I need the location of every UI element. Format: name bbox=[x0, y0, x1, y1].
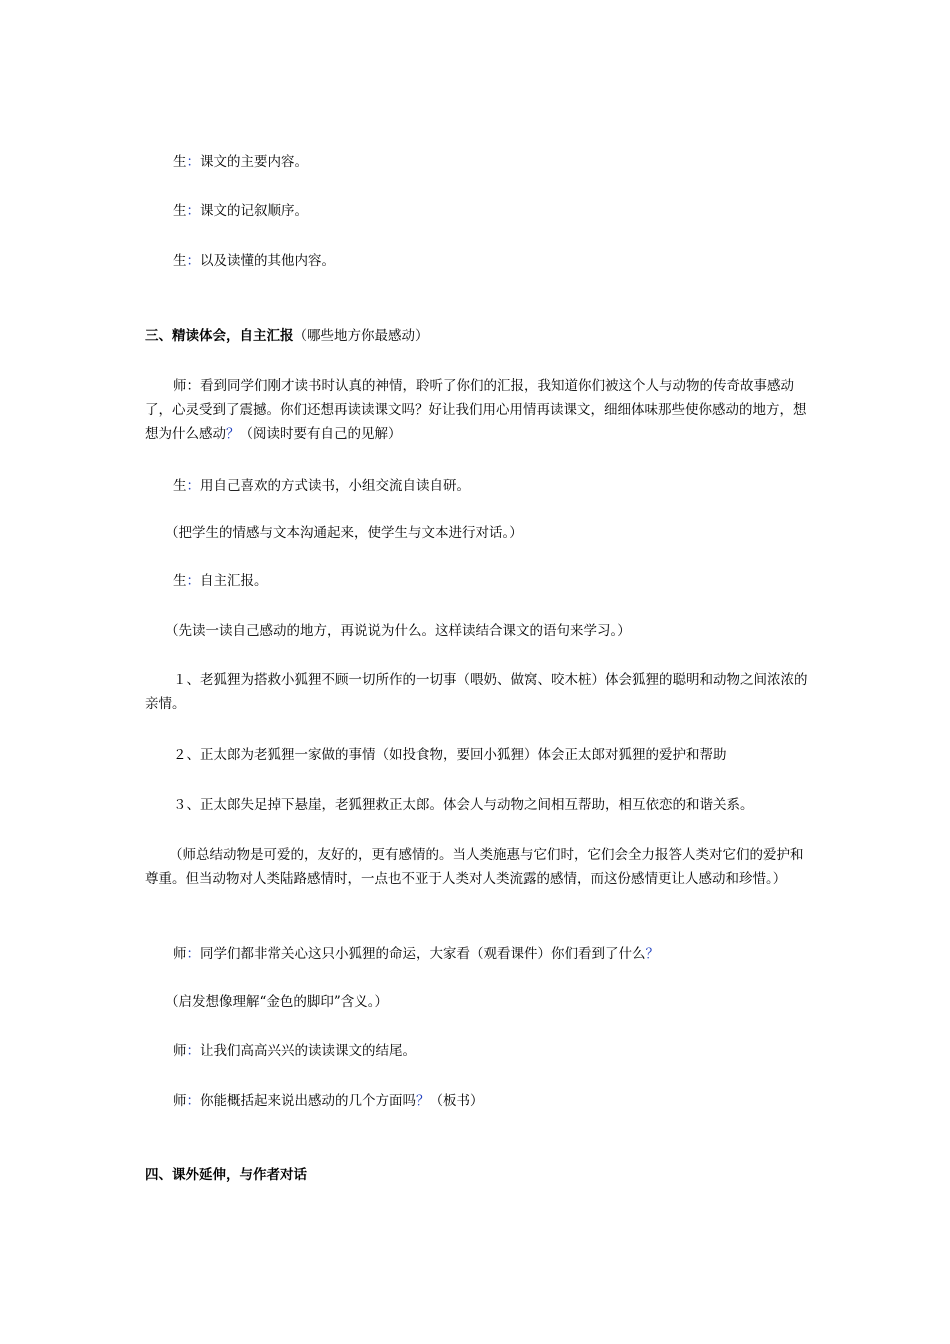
teacher-summary bbox=[145, 843, 810, 891]
heading-title: 四、课外延伸，与作者对话 bbox=[145, 1167, 307, 1183]
point-text: １、老狐狸为搭救小狐狸不顾一切所作的一切事（喂奶、做窝、咬木桩）体会狐狸的聪明和动物之间浓浓的亲情。 bbox=[145, 672, 808, 712]
line-note: （板书） bbox=[429, 1093, 484, 1109]
heading-title: 三、精读体会，自主汇报 bbox=[145, 328, 294, 344]
section-heading-3 bbox=[145, 324, 810, 348]
line-text: 用自己喜欢的方式读书，小组交流自读自研。 bbox=[200, 478, 470, 494]
colon: ： bbox=[186, 1043, 200, 1059]
point-3 bbox=[145, 793, 838, 817]
colon: ： bbox=[186, 1093, 200, 1109]
note-golden-footprints bbox=[145, 990, 830, 1014]
student-line-main-content bbox=[145, 150, 838, 174]
question-mark: ？ bbox=[226, 426, 240, 442]
point-text: ３、正太郎失足掉下悬崖，老狐狸救正太郎。体会人与动物之间相互帮助，相互依恋的和谐关系。 bbox=[173, 797, 754, 813]
speaker: 师 bbox=[173, 1093, 187, 1109]
paragraph-text: 师：看到同学们刚才读书时认真的神情，聆听了你们的汇报，我知道你们被这个人与动物的传奇故事感动了，心灵受到了震撼。你们还想再读读课文吗？好让我们用心用情再读课文，细细体味那些使你感动的地方，想想为什么感动 bbox=[145, 378, 807, 442]
student-line-report bbox=[145, 569, 838, 593]
teacher-paragraph-reread bbox=[145, 374, 810, 446]
question-mark: ？ bbox=[645, 946, 659, 962]
note-text: （启发想像理解“金色的脚印”含义。） bbox=[165, 994, 389, 1010]
note-text: （把学生的情感与文本沟通起来，使学生与文本进行对话。） bbox=[165, 525, 523, 541]
colon: ： bbox=[186, 478, 200, 494]
colon: ： bbox=[186, 573, 200, 589]
speaker: 师 bbox=[173, 1043, 187, 1059]
heading-subtitle: （哪些地方你最感动） bbox=[293, 328, 429, 344]
section-heading-4 bbox=[145, 1163, 810, 1187]
point-1 bbox=[145, 668, 810, 716]
speaker: 生 bbox=[173, 253, 187, 269]
point-text: ２、正太郎为老狐狸一家做的事情（如投食物，要回小狐狸）体会正太郎对狐狸的爱护和帮助 bbox=[173, 747, 727, 763]
line-text: 以及读懂的其他内容。 bbox=[200, 253, 335, 269]
line-text: 课文的记叙顺序。 bbox=[200, 203, 308, 219]
speaker: 师 bbox=[173, 946, 187, 962]
student-line-read bbox=[145, 474, 838, 498]
paragraph-note: （阅读时要有自己的见解） bbox=[239, 426, 402, 442]
line-text: 让我们高高兴兴的读读课文的结尾。 bbox=[200, 1043, 416, 1059]
question-mark: ？ bbox=[416, 1093, 430, 1109]
point-2 bbox=[145, 743, 838, 767]
line-text: 课文的主要内容。 bbox=[200, 154, 308, 170]
teacher-line-summarize bbox=[145, 1089, 838, 1113]
note-text: （先读一读自己感动的地方，再说说为什么。这样读结合课文的语句来学习。） bbox=[165, 623, 631, 639]
note-dialogue bbox=[145, 521, 830, 545]
colon: ： bbox=[186, 203, 200, 219]
colon: ： bbox=[186, 253, 200, 269]
summary-text: （师总结动物是可爱的，友好的，更有感情的。当人类施惠与它们时，它们会全力报答人类对它们的爱护和尊重。但当动物对人类陆路感情时，一点也不亚于人类对人类流露的感情，而这份感情更让人感动和珍惜。） bbox=[145, 847, 804, 887]
speaker: 生 bbox=[173, 203, 187, 219]
speaker: 生 bbox=[173, 154, 187, 170]
line-text: 同学们都非常关心这只小狐狸的命运，大家看（观看课件）你们看到了什么 bbox=[200, 946, 646, 962]
speaker: 生 bbox=[173, 478, 187, 494]
student-line-narrative-order bbox=[145, 199, 838, 223]
colon: ： bbox=[186, 946, 200, 962]
student-line-other-content bbox=[145, 249, 838, 273]
colon: ： bbox=[186, 154, 200, 170]
teacher-line-ending bbox=[145, 1039, 838, 1063]
note-read-first bbox=[145, 619, 830, 643]
speaker: 生 bbox=[173, 573, 187, 589]
line-text: 自主汇报。 bbox=[200, 573, 268, 589]
teacher-line-fox-fate bbox=[145, 942, 838, 966]
line-text: 你能概括起来说出感动的几个方面吗 bbox=[200, 1093, 416, 1109]
